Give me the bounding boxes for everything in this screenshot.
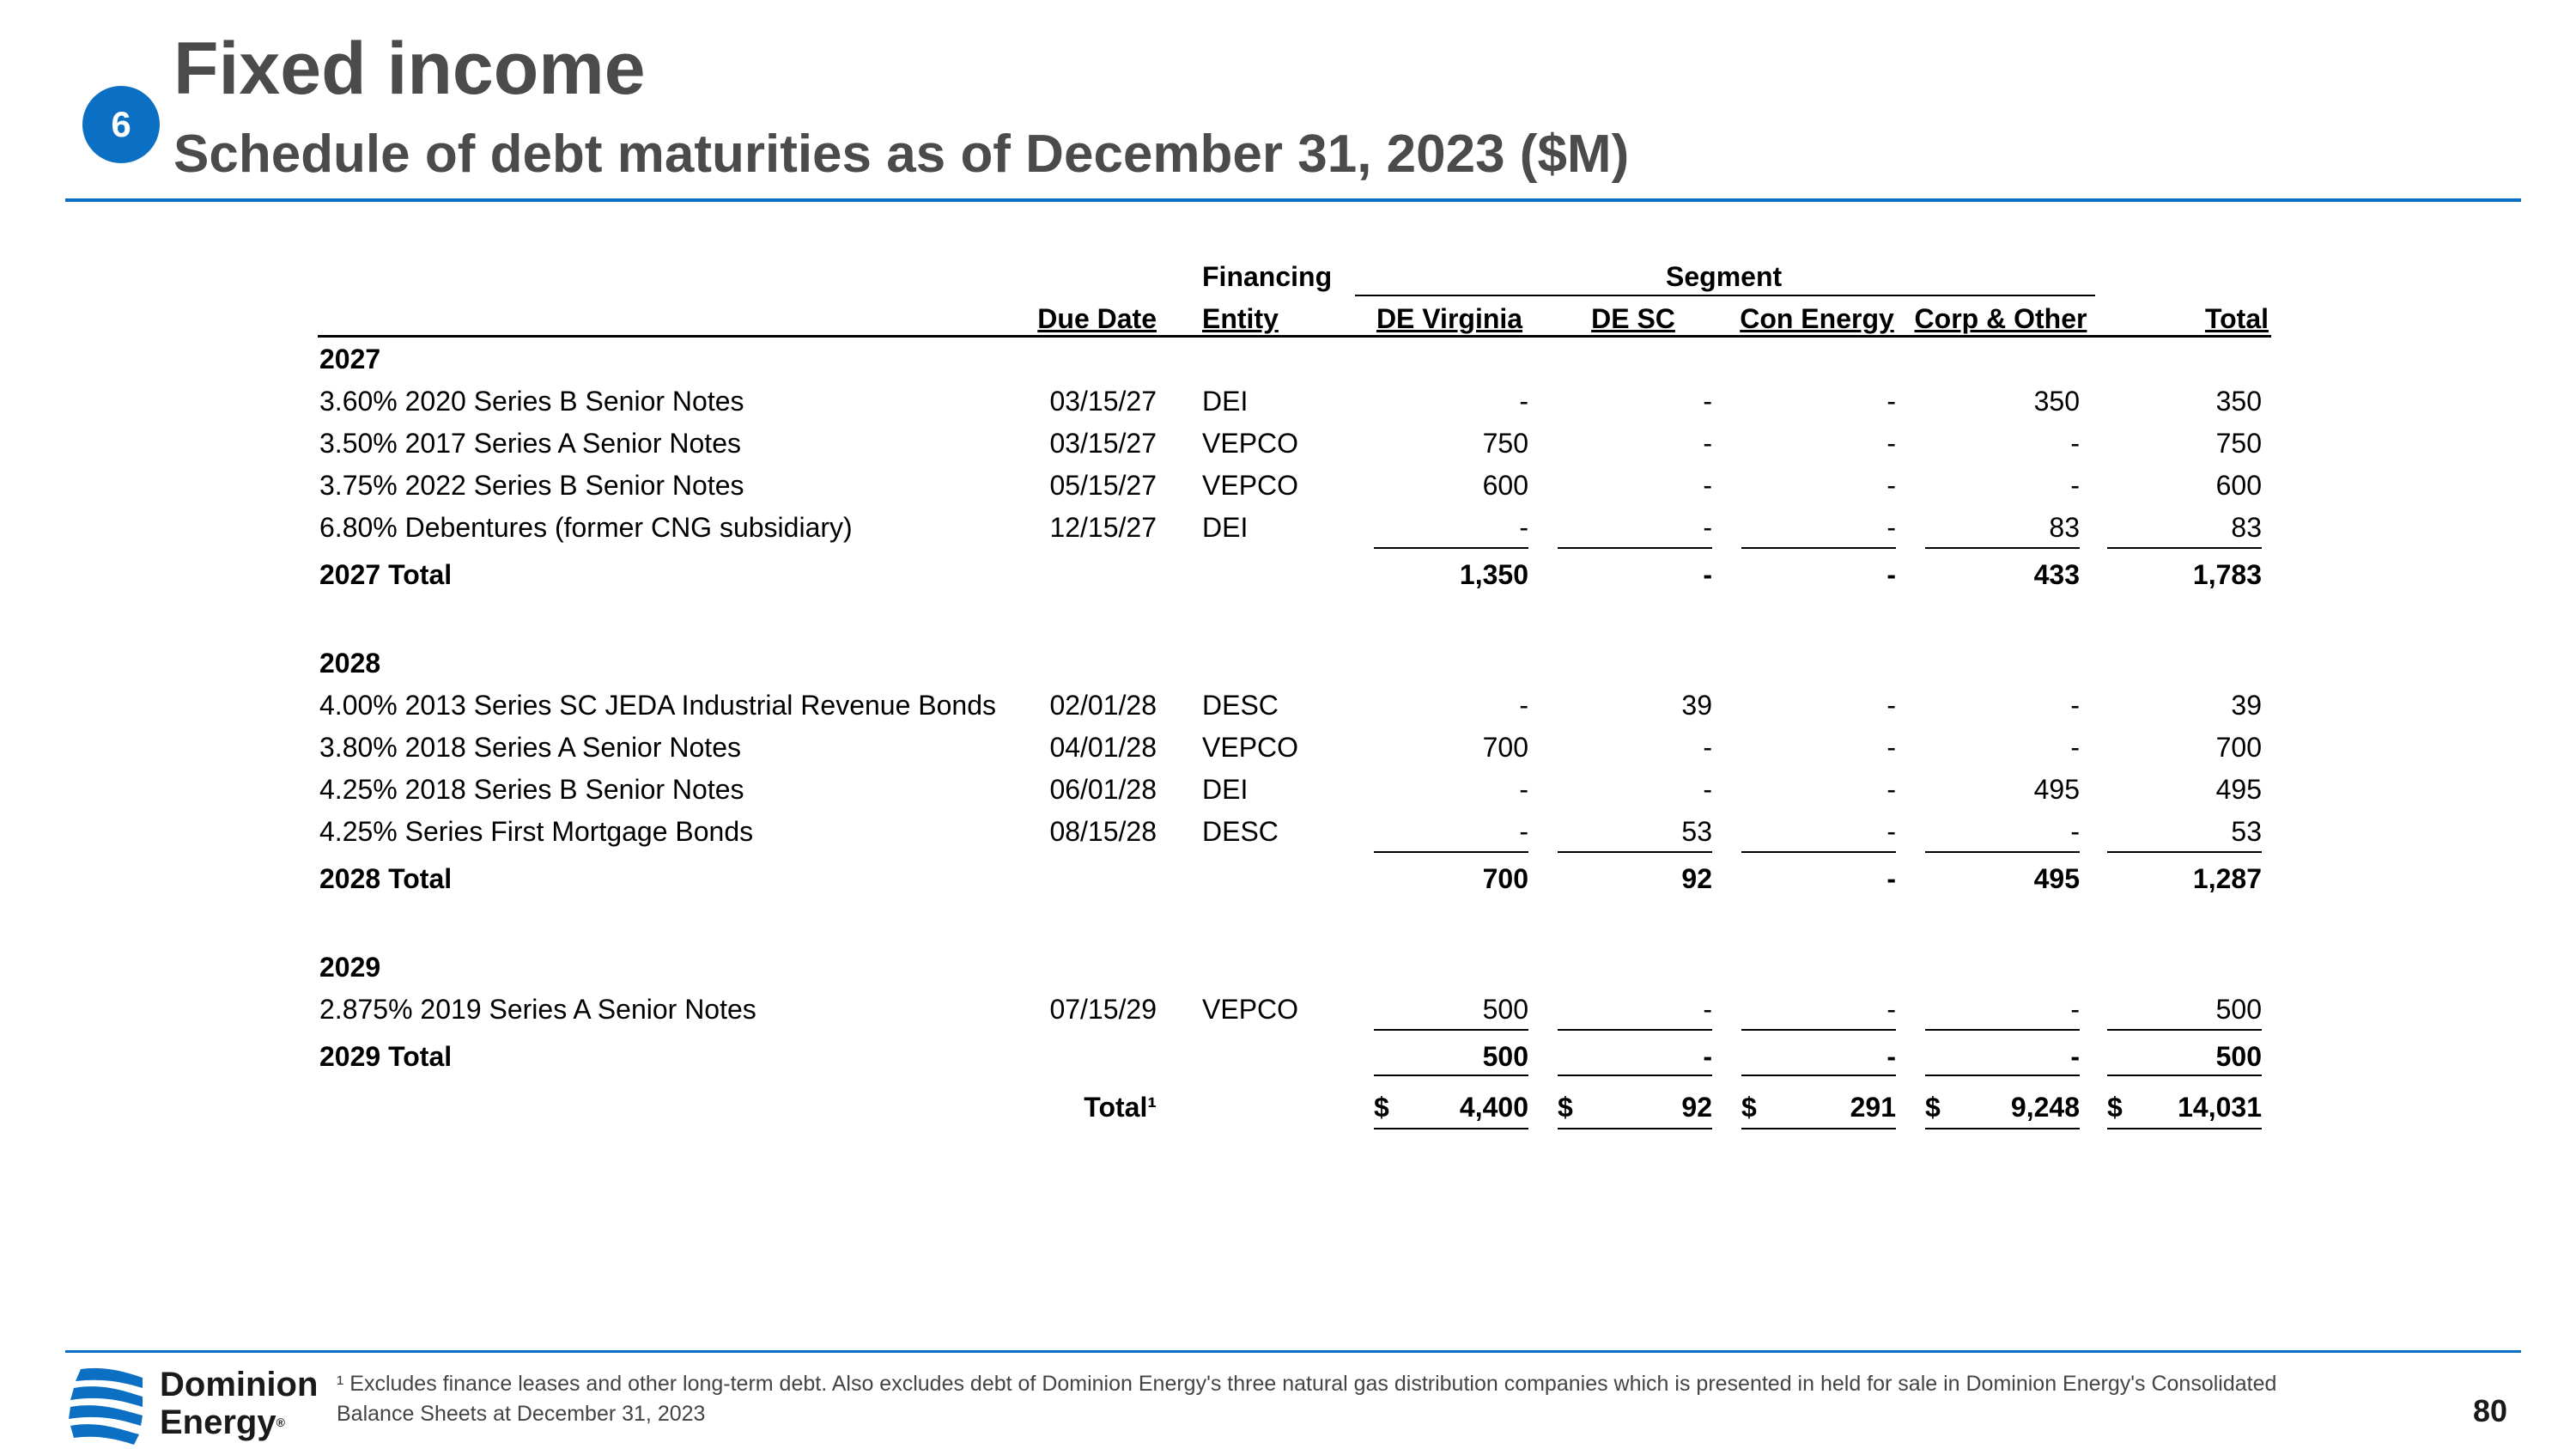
total-value: 14,031: [2178, 1092, 2262, 1123]
de-sc-value: -: [1703, 428, 1712, 459]
footer-divider: [65, 1350, 2521, 1353]
column-underline: [1558, 547, 1712, 549]
financing-entity: VEPCO: [1202, 428, 1299, 459]
column-underline: [1374, 1075, 1528, 1076]
corp-other-value: 9,248: [2010, 1092, 2080, 1123]
de-sc-value: 92: [1681, 863, 1712, 894]
de-virginia-value: -: [1519, 816, 1528, 847]
table-header-rule: [318, 335, 2271, 338]
column-underline: [1558, 1128, 1712, 1129]
total-value: 350: [2215, 386, 2262, 417]
registered-mark: ®: [276, 1416, 285, 1429]
year-total-label: 2028 Total: [319, 863, 453, 894]
debt-issue-name: 4.25% Series First Mortgage Bonds: [319, 816, 754, 847]
de-sc-value: -: [1703, 732, 1712, 763]
corp-other-value: 495: [2033, 863, 2080, 894]
financing-entity: VEPCO: [1202, 470, 1299, 501]
segment-header-rule: [1355, 295, 2095, 296]
debt-issue-name: 3.60% 2020 Series B Senior Notes: [319, 386, 744, 417]
de-virginia-header: DE Virginia: [1376, 303, 1523, 334]
de-sc-header: DE SC: [1591, 303, 1675, 334]
grand-total-label: Total¹: [1084, 1092, 1157, 1123]
financing-entity: DEI: [1202, 512, 1249, 543]
dominion-energy-logo-icon: [65, 1366, 151, 1448]
due-date: 06/01/28: [1049, 774, 1157, 805]
de-virginia-value: 500: [1482, 1041, 1528, 1072]
year-heading: 2028: [319, 648, 381, 679]
currency-symbol: $: [1741, 1092, 1757, 1123]
de-virginia-value: 600: [1482, 470, 1528, 501]
due-date: 03/15/27: [1049, 386, 1157, 417]
corp-other-value: -: [2070, 816, 2080, 847]
de-sc-value: -: [1703, 386, 1712, 417]
column-underline: [1741, 1075, 1896, 1076]
column-underline: [1558, 851, 1712, 853]
section-number-badge: 6: [82, 86, 160, 163]
debt-issue-name: 2.875% 2019 Series A Senior Notes: [319, 994, 756, 1025]
corp-other-value: 433: [2033, 559, 2080, 590]
con-energy-value: -: [1886, 470, 1896, 501]
debt-issue-name: 4.00% 2013 Series SC JEDA Industrial Revenue Bonds: [319, 690, 997, 721]
total-value: 500: [2215, 994, 2262, 1025]
year-total-label: 2029 Total: [319, 1041, 453, 1072]
con-energy-value: -: [1886, 1041, 1896, 1072]
con-energy-value: -: [1886, 428, 1896, 459]
total-value: 53: [2231, 816, 2262, 847]
debt-issue-name: 4.25% 2018 Series B Senior Notes: [319, 774, 744, 805]
column-underline: [1925, 1075, 2080, 1076]
due-date: 07/15/29: [1049, 994, 1157, 1025]
con-energy-value: -: [1886, 994, 1896, 1025]
year-heading: 2029: [319, 952, 381, 983]
column-underline: [2107, 547, 2262, 549]
column-underline: [2107, 1029, 2262, 1031]
column-underline: [1741, 1128, 1896, 1129]
due-date: 03/15/27: [1049, 428, 1157, 459]
corp-other-value: -: [2070, 428, 2080, 459]
con-energy-value: -: [1886, 863, 1896, 894]
column-underline: [2107, 851, 2262, 853]
due-date: 05/15/27: [1049, 470, 1157, 501]
column-underline: [1925, 547, 2080, 549]
con-energy-value: -: [1886, 690, 1896, 721]
con-energy-value: 291: [1850, 1092, 1896, 1123]
total-value: 700: [2215, 732, 2262, 763]
due-date: 04/01/28: [1049, 732, 1157, 763]
column-underline: [1925, 1128, 2080, 1129]
financing-entity: DESC: [1202, 816, 1279, 847]
currency-symbol: $: [1374, 1092, 1389, 1123]
slide-title: Fixed income: [173, 27, 646, 110]
total-value: 1,783: [2192, 559, 2262, 590]
column-underline: [1741, 851, 1896, 853]
due-date: 08/15/28: [1049, 816, 1157, 847]
con-energy-value: -: [1886, 386, 1896, 417]
total-value: 39: [2231, 690, 2262, 721]
de-sc-value: -: [1703, 559, 1712, 590]
total-value: 495: [2215, 774, 2262, 805]
currency-symbol: $: [1558, 1092, 1573, 1123]
financing-entity: VEPCO: [1202, 732, 1299, 763]
financing-header: Financing: [1202, 261, 1333, 292]
column-underline: [1925, 1029, 2080, 1031]
currency-symbol: $: [2107, 1092, 2123, 1123]
due-date-header: Due Date: [1037, 303, 1157, 334]
de-sc-value: 92: [1681, 1092, 1712, 1123]
corp-other-value: -: [2070, 732, 2080, 763]
due-date: 02/01/28: [1049, 690, 1157, 721]
column-underline: [1558, 1075, 1712, 1076]
page-number: 80: [2472, 1393, 2507, 1428]
column-underline: [2107, 1075, 2262, 1076]
column-underline: [1374, 851, 1528, 853]
con-energy-header: Con Energy: [1740, 303, 1894, 334]
total-value: 1,287: [2192, 863, 2262, 894]
de-virginia-value: 700: [1482, 732, 1528, 763]
de-virginia-value: 500: [1482, 994, 1528, 1025]
corp-other-value: 350: [2033, 386, 2080, 417]
con-energy-value: -: [1886, 816, 1896, 847]
de-virginia-value: 750: [1482, 428, 1528, 459]
corp-other-value: -: [2070, 690, 2080, 721]
column-underline: [1374, 1029, 1528, 1031]
footnote: ¹ Excludes finance leases and other long-term debt. Also excludes debt of Dominion Energy's three natural gas distribution companies which is presented in held for sale in Dominion Energy's Consolidated Balance Sheets at December 31, 2023: [337, 1372, 2277, 1426]
header-divider: [65, 198, 2521, 202]
column-underline: [1741, 1029, 1896, 1031]
debt-issue-name: 3.50% 2017 Series A Senior Notes: [319, 428, 741, 459]
de-sc-value: -: [1703, 512, 1712, 543]
column-underline: [2107, 1128, 2262, 1129]
financing-entity: DEI: [1202, 386, 1249, 417]
total-value: 600: [2215, 470, 2262, 501]
total-value: 750: [2215, 428, 2262, 459]
logo-line-2: Energy: [160, 1403, 276, 1441]
de-virginia-value: -: [1519, 774, 1528, 805]
debt-issue-name: 3.80% 2018 Series A Senior Notes: [319, 732, 741, 763]
con-energy-value: -: [1886, 512, 1896, 543]
de-sc-value: -: [1703, 470, 1712, 501]
year-heading: 2027: [319, 344, 381, 374]
total-value: 500: [2215, 1041, 2262, 1072]
due-date: 12/15/27: [1049, 512, 1157, 543]
financing-entity: VEPCO: [1202, 994, 1299, 1025]
financing-entity: DEI: [1202, 774, 1249, 805]
de-sc-value: 53: [1681, 816, 1712, 847]
con-energy-value: -: [1886, 732, 1896, 763]
total-value: 83: [2231, 512, 2262, 543]
con-energy-value: -: [1886, 774, 1896, 805]
de-virginia-value: 700: [1482, 863, 1528, 894]
de-virginia-value: -: [1519, 690, 1528, 721]
corp-other-header: Corp & Other: [1914, 303, 2087, 334]
column-underline: [1741, 547, 1896, 549]
column-underline: [1374, 1128, 1528, 1129]
column-underline: [1558, 1029, 1712, 1031]
de-virginia-value: 1,350: [1459, 559, 1528, 590]
column-underline: [1925, 851, 2080, 853]
column-underline: [1374, 547, 1528, 549]
year-total-label: 2027 Total: [319, 559, 453, 590]
corp-other-value: -: [2070, 470, 2080, 501]
financing-entity: DESC: [1202, 690, 1279, 721]
de-sc-value: -: [1703, 1041, 1712, 1072]
corp-other-value: 495: [2033, 774, 2080, 805]
corp-other-value: -: [2070, 994, 2080, 1025]
entity-header: Entity: [1202, 303, 1279, 334]
corp-other-value: -: [2070, 1041, 2080, 1072]
total-header: Total: [2204, 303, 2269, 334]
de-sc-value: -: [1703, 994, 1712, 1025]
con-energy-value: -: [1886, 559, 1896, 590]
corp-other-value: 83: [2049, 512, 2080, 543]
de-virginia-value: -: [1519, 512, 1528, 543]
de-virginia-value: -: [1519, 386, 1528, 417]
currency-symbol: $: [1925, 1092, 1941, 1123]
de-virginia-value: 4,400: [1459, 1092, 1528, 1123]
slide-subtitle: Schedule of debt maturities as of December 31, 2023 ($M): [173, 125, 1630, 184]
debt-issue-name: 6.80% Debentures (former CNG subsidiary): [319, 512, 853, 543]
segment-header: Segment: [1666, 261, 1783, 292]
company-logo-text: [160, 1366, 318, 1441]
de-sc-value: 39: [1681, 690, 1712, 721]
logo-line-1: Dominion: [160, 1366, 319, 1403]
de-sc-value: -: [1703, 774, 1712, 805]
debt-issue-name: 3.75% 2022 Series B Senior Notes: [319, 470, 744, 501]
